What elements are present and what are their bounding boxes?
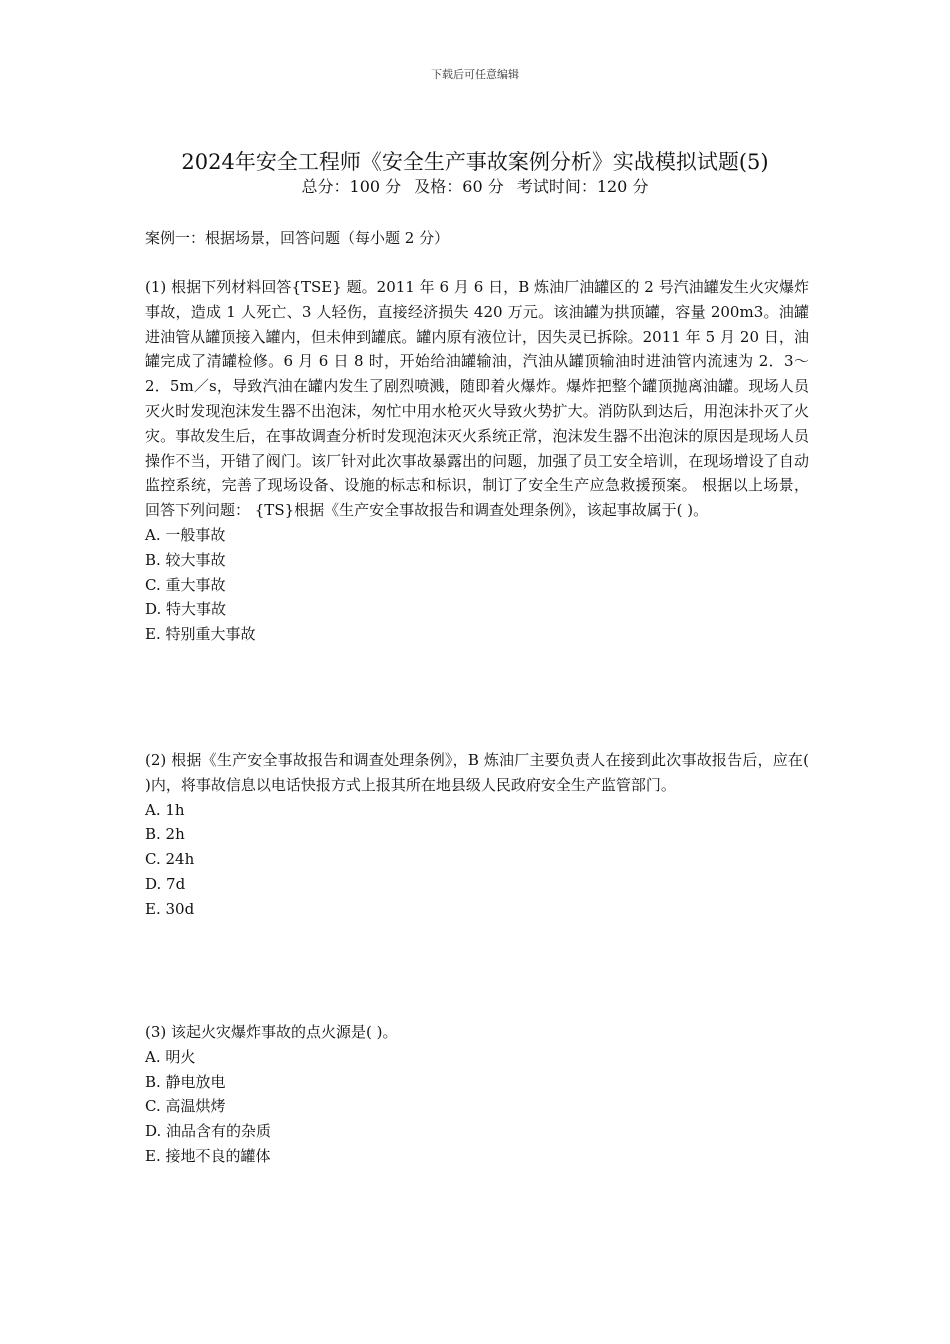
- exam-time: 考试时间：120 分: [516, 177, 649, 196]
- question-1: [145, 275, 809, 647]
- option-d: D. 特大事故: [145, 600, 227, 619]
- option-list: [145, 1045, 809, 1169]
- option-list: [145, 798, 809, 922]
- option-d: D. 油品含有的杂质: [145, 1122, 272, 1141]
- option-e: E. 接地不良的罐体: [145, 1146, 271, 1165]
- total-score: 总分：100 分: [301, 177, 402, 196]
- option-c: C. 重大事故: [145, 575, 226, 594]
- option-b: B. 较大事故: [145, 550, 226, 569]
- option-c: C. 高温烘烤: [145, 1097, 226, 1116]
- case-intro: 案例一：根据场景，回答问题（每小题 2 分）: [145, 229, 450, 247]
- option-b: B. 2h: [145, 825, 185, 844]
- option-b: B. 静电放电: [145, 1072, 226, 1091]
- question-stem: (3) 该起火灾爆炸事故的点火源是( )。: [145, 1023, 398, 1041]
- page-title: 2024年安全工程师《安全生产事故案例分析》实战模拟试题(5): [181, 150, 769, 174]
- option-a: A. 一般事故: [145, 525, 226, 544]
- question-stem: (2) 根据《生产安全事故报告和调查处理条例》，B 炼油厂主要负责人在接到此次事故报告后，应在( )内，将事故信息以电话快报方式上报其所在地县级人民政府安全生产监管部门。: [145, 751, 809, 794]
- exam-meta: [0, 176, 950, 198]
- title-block: [0, 148, 950, 198]
- question-3: [145, 1020, 809, 1169]
- option-list: [145, 523, 809, 647]
- option-e: E. 30d: [145, 899, 195, 918]
- option-d: D. 7d: [145, 874, 186, 893]
- question-2: [145, 748, 809, 922]
- option-c: C. 24h: [145, 850, 195, 869]
- page-header-note: 下载后可任意编辑: [431, 68, 519, 81]
- pass-score: 及格：60 分: [414, 177, 504, 196]
- option-e: E. 特别重大事故: [145, 625, 256, 644]
- option-a: A. 明火: [145, 1047, 196, 1066]
- question-stem: (1) 根据下列材料回答{TSE} 题。2011 年 6 月 6 日，B 炼油厂油罐区的 2 号汽油罐发生火灾爆炸事故，造成 1 人死亡、3 人轻伤，直接经济损失 420 万元。该油罐为拱顶罐，容量 200m3。油罐进油管从罐顶接入罐内，但未伸到罐底。罐内原有液位计，因失灵已拆除。2011 年 5 月 20 日，油罐完成了清罐检修。6 月 6 日 8 时，开始给油罐输油，汽油从罐顶输油时进油管内流速为 2．3～2．5m／s，导致汽油在罐内发生了剧烈喷溅，随即着火爆炸。爆炸把整个罐顶抛离油罐。现场人员灭火时发现泡沫发生器不出泡沫，匆忙中用水枪灭火导致火势扩大。消防队到达后，用泡沫扑灭了火灾。事故发生后，在事故调查分析时发现泡沫灭火系统正常，泡沫发生器不出泡沫的原因是现场人员操作不当，开错了阀门。该厂针对此次事故暴露出的问题，加强了员工安全培训，在现场增设了自动监控系统，完善了现场设备、设施的标志和标识，制订了安全生产应急救援预案。 根据以上场景，回答下列问题： {TS}根据《生产安全事故报告和调查处理条例》，该起事故属于( )。: [145, 278, 809, 520]
- option-a: A. 1h: [145, 800, 185, 819]
